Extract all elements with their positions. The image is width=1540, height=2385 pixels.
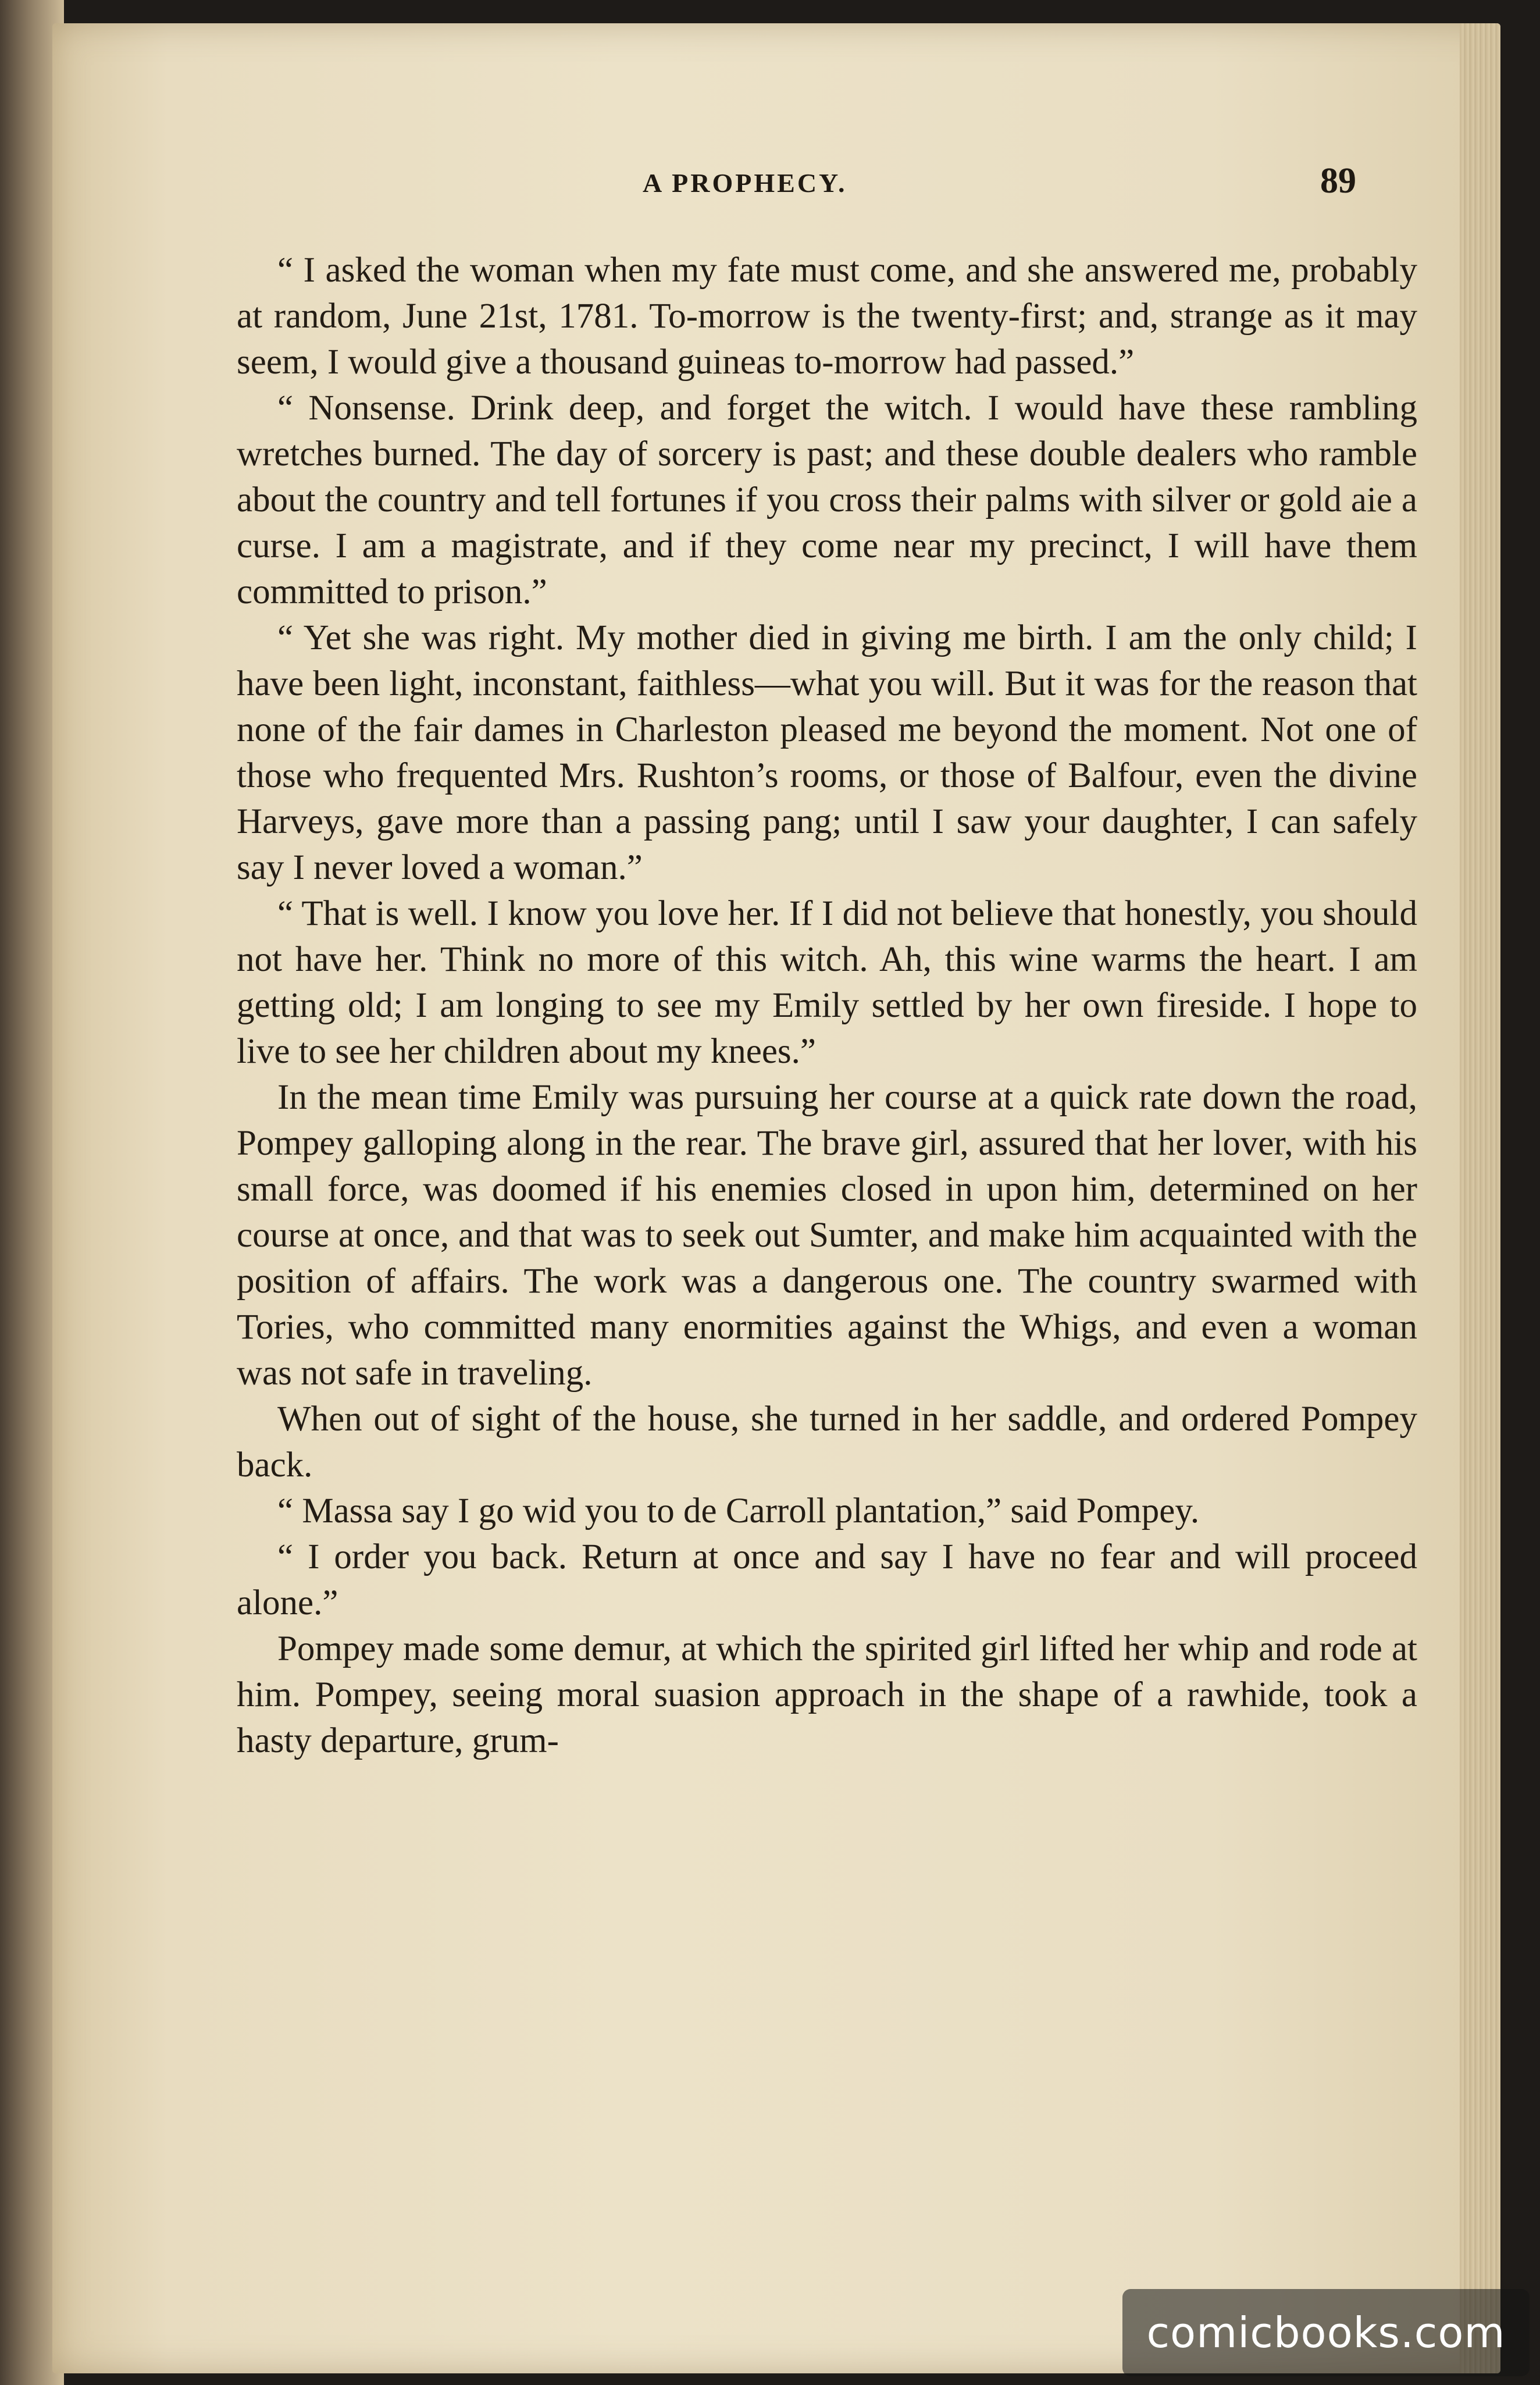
paragraph: When out of sight of the house, she turned in her saddle, and ordered Pompey back. [237, 1400, 1417, 1485]
paragraph: “ I asked the woman when my fate must come, and she answered me, probably at random, June 21st, 1781. To-morrow is the twenty-first; and, strange as it may seem, I would give a thousand guineas to-morrow had passed.” [237, 251, 1417, 382]
paragraph: “ Nonsense. Drink deep, and forget the witch. I would have these rambling wretches burned. The day of sorcery is past; and these double dealers who ramble about the country and tell fortunes if you cross their palms with silver or gold aie a curse. I am a magistrate, and if they come near my precinct, I will have them committed to prison.” [237, 389, 1417, 611]
body-text [237, 247, 1417, 1764]
paragraph: In the mean time Emily was pursuing her course at a quick rate down the road, Pompey galloping along in the rear. The brave girl, assured that her lover, with his small force, was doomed if his enemies closed in upon him, determined on her course at once, and that was to seek out Sumter, and make him acquainted with the position of affairs. The work was a dangerous one. The country swarmed with Tories, who committed many enormities against the Whigs, and even a woman was not safe in traveling. [237, 1078, 1417, 1393]
page-header [52, 157, 1500, 204]
paragraph: “ That is well. I know you love her. If I did not believe that honestly, you should not have her. Think no more of this witch. Ah, this wine warms the heart. I am getting old; I am longing to see my Emily settled by her own fireside. I hope to live to see her children about my knees.” [237, 894, 1417, 1071]
page-edge [1460, 23, 1500, 2373]
running-head: A PROPHECY. [643, 168, 847, 198]
watermark-badge [1122, 2289, 1530, 2376]
watermark-text: comicbooks.com [1146, 2308, 1506, 2357]
page-number: 89 [1320, 161, 1356, 201]
paragraph: Pompey made some demur, at which the spirited girl lifted her whip and rode at him. Pompey, seeing moral suasion approach in the shape of a rawhide, took a hasty departure, grum- [237, 1629, 1417, 1760]
book-page [52, 23, 1500, 2373]
paragraph: “ Yet she was right. My mother died in giving me birth. I am the only child; I have been light, inconstant, faithless—what you will. But it was for the reason that none of the fair dames in Charleston pleased me beyond the moment. Not one of those who frequented Mrs. Rushton’s rooms, or those of Balfour, even the divine Harveys, gave more than a passing pang; until I saw your daughter, I can safely say I never loved a woman.” [237, 618, 1417, 887]
paragraph: “ I order you back. Return at once and say I have no fear and will proceed alone.” [237, 1537, 1417, 1622]
paragraph: “ Massa say I go wid you to de Carroll plantation,” said Pompey. [277, 1491, 1200, 1530]
